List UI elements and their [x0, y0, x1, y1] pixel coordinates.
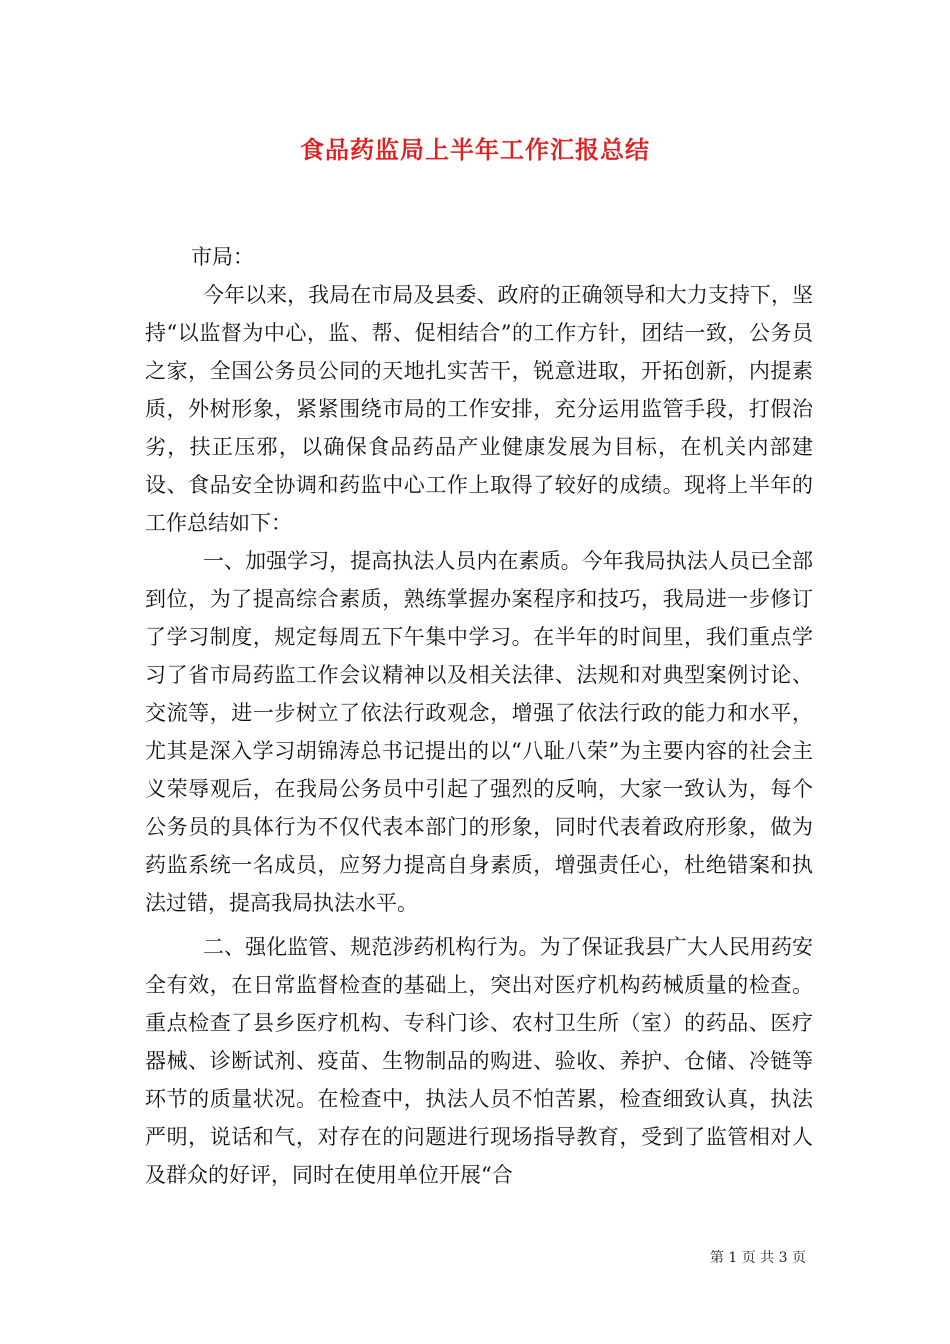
salutation: 市局： — [191, 245, 254, 269]
document-title: 食品药监局上半年工作汇报总结 — [300, 135, 650, 164]
paragraph-intro: 今年以来，我局在市局及县委、政府的正确领导和大力支持下，坚持“以监督为中心，监、帮、促相结合”的工作方针，团结一致，公务员之家，全国公务员公同的天地扎实苦干，锐意进取，开拓创新，内提素质，外树形象，紧紧围绕市局的工作安排，充分运用监管手段，打假治劣，扶正压邪，以确保食品药品产业健康发展为目标，在机关内部建设、食品安全协调和药监中心工作上取得了较好的成绩。现将上半年的工作总结如下： — [145, 283, 813, 535]
page-footer: 第 1 页 共 3 页 — [709, 1250, 806, 1266]
paragraph-section-1: 一、加强学习，提高执法人员内在素质。今年我局执法人员已全部到位，为了提高综合素质，熟练掌握办案程序和技巧，我局进一步修订了学习制度，规定每周五下午集中学习。在半年的时间里，我们重点学习了省市局药监工作会议精神以及相关法律、法规和对典型案例讨论、交流等，进一步树立了依法行政观念，增强了依法行政的能力和水平，尤其是深入学习胡锦涛总书记提出的以“八耻八荣”为主要内容的社会主义荣辱观后，在我局公务员中引起了强烈的反响，大家一致认为，每个公务员的具体行为不仅代表本部门的形象，同时代表着政府形象，做为药监系统一名成员，应努力提高自身素质，增强责任心，杜绝错案和执法过错，提高我局执法水平。 — [145, 549, 813, 915]
paragraph-section-2: 二、强化监管、规范涉药机构行为。为了保证我县广大人民用药安全有效，在日常监督检查的基础上，突出对医疗机构药械质量的检查。重点检查了县乡医疗机构、专科门诊、农村卫生所（室）的药品、医疗器械、诊断试剂、疫苗、生物制品的购进、验收、养护、仓储、冷链等环节的质量状况。在检查中，执法人员不怕苦累，检查细致认真，执法严明，说话和气，对存在的问题进行现场指导教育，受到了监管相对人及群众的好评，同时在使用单位开展“合 — [145, 935, 813, 1187]
document-body — [145, 238, 813, 1194]
